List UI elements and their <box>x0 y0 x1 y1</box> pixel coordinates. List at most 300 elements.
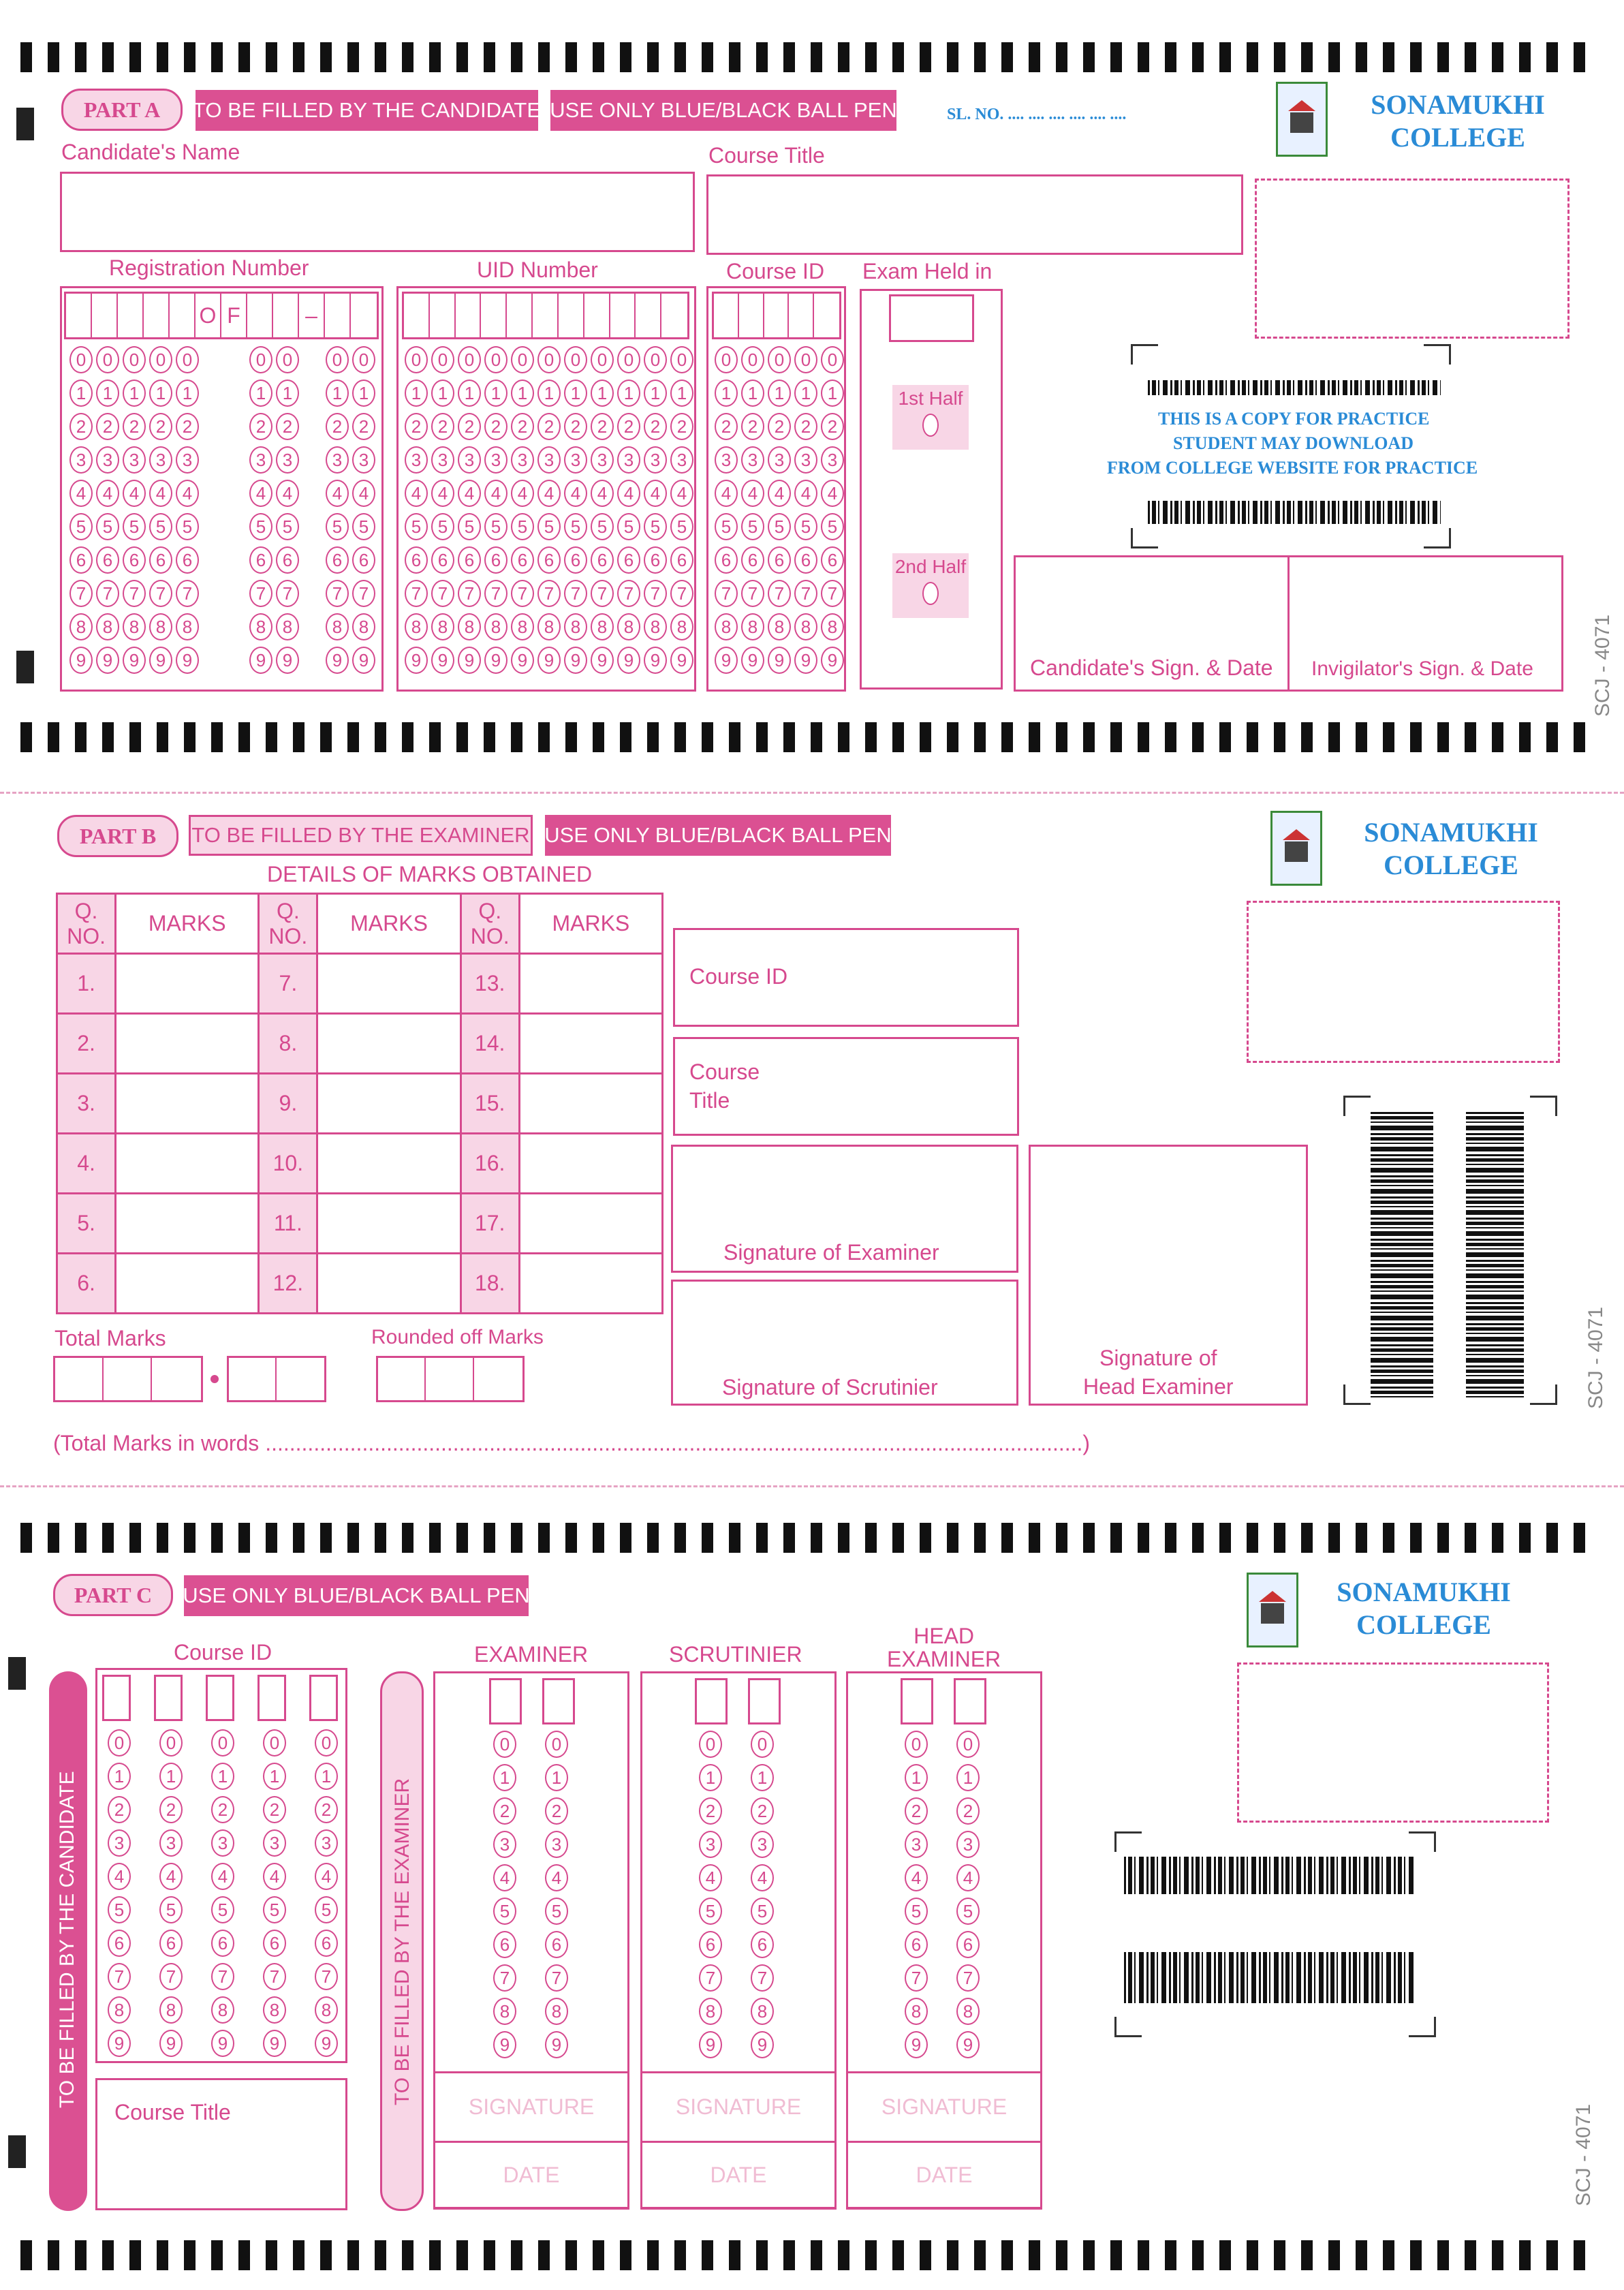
answer-bubble[interactable]: 1 <box>545 1764 568 1791</box>
answer-bubble[interactable]: 7 <box>794 580 817 607</box>
answer-bubble[interactable]: 2 <box>564 413 587 440</box>
answer-bubble[interactable]: 8 <box>176 613 199 640</box>
answer-bubble[interactable]: 9 <box>617 647 640 674</box>
answer-bubble[interactable]: 1 <box>149 380 172 407</box>
answer-bubble[interactable]: 0 <box>821 346 844 373</box>
answer-bubble[interactable]: 9 <box>326 647 349 674</box>
answer-bubble[interactable]: 5 <box>458 513 481 540</box>
course-id-bubbles[interactable] <box>715 346 844 674</box>
answer-bubble[interactable]: 0 <box>715 346 738 373</box>
answer-bubble[interactable]: 8 <box>159 1996 183 2024</box>
answer-bubble[interactable]: 4 <box>405 480 428 507</box>
answer-bubble[interactable]: 8 <box>794 613 817 640</box>
scrutinier-date[interactable]: DATE <box>640 2141 837 2209</box>
answer-bubble[interactable]: 5 <box>176 513 199 540</box>
answer-bubble[interactable]: 0 <box>326 346 349 373</box>
answer-bubble[interactable]: 5 <box>484 513 507 540</box>
answer-bubble[interactable]: 4 <box>768 480 791 507</box>
answer-bubble[interactable]: 8 <box>108 1996 131 2024</box>
answer-bubble[interactable]: 4 <box>956 1864 980 1891</box>
answer-bubble[interactable]: 0 <box>352 346 375 373</box>
answer-bubble[interactable]: 2 <box>431 413 454 440</box>
answer-bubble[interactable]: 5 <box>768 513 791 540</box>
answer-bubble[interactable]: 8 <box>956 1998 980 2025</box>
marks-cell[interactable] <box>116 1254 259 1314</box>
answer-bubble[interactable]: 3 <box>768 446 791 474</box>
answer-bubble[interactable]: 2 <box>315 1796 338 1823</box>
answer-bubble[interactable]: 4 <box>741 480 764 507</box>
head-examiner-date[interactable]: DATE <box>846 2141 1042 2209</box>
course-id-entry-cells[interactable] <box>102 1675 344 1721</box>
head-examiner-bubbles[interactable] <box>905 1731 980 2058</box>
answer-bubble[interactable]: 7 <box>741 580 764 607</box>
marks-cell[interactable] <box>116 1134 259 1194</box>
registration-entry-cells[interactable]: O F – <box>64 292 379 339</box>
exam-held-entry[interactable] <box>889 294 974 342</box>
scrutinier-entry-cells[interactable] <box>695 1678 783 1724</box>
answer-bubble[interactable]: 6 <box>249 546 272 574</box>
marks-cell[interactable] <box>317 954 460 1014</box>
answer-bubble[interactable]: 5 <box>249 513 272 540</box>
answer-bubble[interactable]: 0 <box>405 346 428 373</box>
answer-bubble[interactable]: 9 <box>352 647 375 674</box>
answer-bubble[interactable]: 4 <box>326 480 349 507</box>
answer-bubble[interactable]: 8 <box>741 613 764 640</box>
answer-bubble[interactable]: 4 <box>794 480 817 507</box>
answer-bubble[interactable]: 5 <box>545 1898 568 1925</box>
answer-bubble[interactable]: 9 <box>69 647 93 674</box>
answer-bubble[interactable]: 2 <box>249 413 272 440</box>
answer-bubble[interactable]: 3 <box>123 446 146 474</box>
answer-bubble[interactable]: 8 <box>96 613 119 640</box>
answer-bubble[interactable]: 2 <box>699 1797 722 1825</box>
photo-area[interactable] <box>1255 179 1570 339</box>
uid-entry-cells[interactable] <box>402 292 689 339</box>
answer-bubble[interactable]: 2 <box>617 413 640 440</box>
answer-bubble[interactable]: 0 <box>591 346 614 373</box>
answer-bubble[interactable]: 6 <box>276 546 299 574</box>
answer-bubble[interactable]: 0 <box>617 346 640 373</box>
answer-bubble[interactable]: 8 <box>644 613 667 640</box>
examiner-date[interactable]: DATE <box>433 2141 629 2209</box>
answer-bubble[interactable]: 3 <box>352 446 375 474</box>
answer-bubble[interactable]: 7 <box>564 580 587 607</box>
answer-bubble[interactable]: 7 <box>405 580 428 607</box>
answer-bubble[interactable]: 8 <box>617 613 640 640</box>
answer-bubble[interactable]: 4 <box>315 1863 338 1890</box>
answer-bubble[interactable]: 5 <box>405 513 428 540</box>
answer-bubble[interactable]: 6 <box>794 546 817 574</box>
registration-bubbles-c[interactable] <box>326 346 375 674</box>
answer-bubble[interactable]: 1 <box>564 380 587 407</box>
marks-cell[interactable] <box>116 954 259 1014</box>
answer-bubble[interactable]: 4 <box>493 1864 516 1891</box>
answer-bubble[interactable]: 6 <box>315 1930 338 1957</box>
answer-bubble[interactable]: 9 <box>537 647 561 674</box>
answer-bubble[interactable]: 6 <box>159 1930 183 1957</box>
answer-bubble[interactable]: 7 <box>149 580 172 607</box>
answer-bubble[interactable]: 7 <box>211 1963 234 1990</box>
answer-bubble[interactable]: 6 <box>352 546 375 574</box>
answer-bubble[interactable]: 1 <box>431 380 454 407</box>
answer-bubble[interactable]: 1 <box>741 380 764 407</box>
answer-bubble[interactable]: 9 <box>263 2030 286 2057</box>
answer-bubble[interactable]: 6 <box>564 546 587 574</box>
answer-bubble[interactable]: 3 <box>96 446 119 474</box>
answer-bubble[interactable]: 0 <box>511 346 534 373</box>
answer-bubble[interactable]: 7 <box>821 580 844 607</box>
answer-bubble[interactable]: 9 <box>108 2030 131 2057</box>
answer-bubble[interactable]: 7 <box>644 580 667 607</box>
answer-bubble[interactable]: 4 <box>96 480 119 507</box>
answer-bubble[interactable]: 1 <box>768 380 791 407</box>
answer-bubble[interactable]: 7 <box>249 580 272 607</box>
answer-bubble[interactable]: 6 <box>96 546 119 574</box>
answer-bubble[interactable]: 5 <box>617 513 640 540</box>
answer-bubble[interactable]: 0 <box>263 1729 286 1757</box>
answer-bubble[interactable]: 7 <box>69 580 93 607</box>
answer-bubble[interactable]: 4 <box>617 480 640 507</box>
photo-area[interactable] <box>1237 1662 1549 1823</box>
answer-bubble[interactable]: 3 <box>545 1831 568 1858</box>
answer-bubble[interactable]: 2 <box>545 1797 568 1825</box>
answer-bubble[interactable]: 8 <box>149 613 172 640</box>
first-half-option[interactable]: 1st Half <box>892 385 969 450</box>
answer-bubble[interactable]: 7 <box>458 580 481 607</box>
answer-bubble[interactable]: 6 <box>493 1931 516 1958</box>
answer-bubble[interactable]: 8 <box>315 1996 338 2024</box>
answer-bubble[interactable]: 3 <box>956 1831 980 1858</box>
head-examiner-entry-cells[interactable] <box>901 1678 989 1724</box>
total-marks-in-words[interactable]: (Total Marks in words .......................................................................................................................................) <box>53 1431 1091 1455</box>
answer-bubble[interactable]: 6 <box>751 1931 774 1958</box>
answer-bubble[interactable]: 4 <box>537 480 561 507</box>
answer-bubble[interactable]: 9 <box>511 647 534 674</box>
answer-bubble[interactable]: 8 <box>699 1998 722 2025</box>
answer-bubble[interactable]: 7 <box>511 580 534 607</box>
answer-bubble[interactable]: 6 <box>326 546 349 574</box>
answer-bubble[interactable]: 6 <box>263 1930 286 1957</box>
answer-bubble[interactable]: 2 <box>211 1796 234 1823</box>
answer-bubble[interactable]: 4 <box>905 1864 928 1891</box>
answer-bubble[interactable]: 9 <box>715 647 738 674</box>
answer-bubble[interactable]: 6 <box>537 546 561 574</box>
answer-bubble[interactable]: 6 <box>699 1931 722 1958</box>
answer-bubble[interactable]: 9 <box>821 647 844 674</box>
answer-bubble[interactable]: 1 <box>176 380 199 407</box>
answer-bubble[interactable]: 0 <box>96 346 119 373</box>
answer-bubble[interactable]: 7 <box>108 1963 131 1990</box>
answer-bubble[interactable]: 5 <box>211 1896 234 1923</box>
answer-bubble[interactable]: 7 <box>484 580 507 607</box>
answer-bubble[interactable]: 1 <box>352 380 375 407</box>
answer-bubble[interactable]: 6 <box>69 546 93 574</box>
answer-bubble[interactable]: 7 <box>159 1963 183 1990</box>
answer-bubble[interactable]: 3 <box>511 446 534 474</box>
answer-bubble[interactable]: 4 <box>751 1864 774 1891</box>
answer-bubble[interactable]: 3 <box>458 446 481 474</box>
answer-bubble[interactable]: 0 <box>176 346 199 373</box>
answer-bubble[interactable]: 2 <box>96 413 119 440</box>
answer-bubble[interactable]: 1 <box>644 380 667 407</box>
answer-bubble[interactable]: 1 <box>699 1764 722 1791</box>
answer-bubble[interactable]: 6 <box>741 546 764 574</box>
answer-bubble[interactable]: 5 <box>741 513 764 540</box>
answer-bubble[interactable]: 3 <box>670 446 693 474</box>
answer-bubble[interactable]: 5 <box>108 1896 131 1923</box>
answer-bubble[interactable]: 7 <box>493 1964 516 1992</box>
answer-bubble[interactable]: 4 <box>69 480 93 507</box>
answer-bubble[interactable]: 1 <box>108 1763 131 1790</box>
answer-bubble[interactable]: 7 <box>699 1964 722 1992</box>
answer-bubble[interactable]: 2 <box>821 413 844 440</box>
marks-cell[interactable] <box>519 1074 662 1134</box>
answer-bubble[interactable]: 0 <box>699 1731 722 1758</box>
answer-bubble[interactable]: 5 <box>699 1898 722 1925</box>
answer-bubble[interactable]: 1 <box>484 380 507 407</box>
answer-bubble[interactable]: 6 <box>644 546 667 574</box>
answer-bubble[interactable]: 5 <box>159 1896 183 1923</box>
marks-cell[interactable] <box>519 1134 662 1194</box>
answer-bubble[interactable]: 8 <box>768 613 791 640</box>
answer-bubble[interactable]: 1 <box>211 1763 234 1790</box>
answer-bubble[interactable]: 9 <box>458 647 481 674</box>
answer-bubble[interactable]: 2 <box>493 1797 516 1825</box>
answer-bubble[interactable]: 6 <box>108 1930 131 1957</box>
answer-bubble[interactable]: 4 <box>484 480 507 507</box>
answer-bubble[interactable]: 2 <box>176 413 199 440</box>
answer-bubble[interactable]: 1 <box>591 380 614 407</box>
answer-bubble[interactable]: 2 <box>276 413 299 440</box>
answer-bubble[interactable]: 1 <box>326 380 349 407</box>
answer-bubble[interactable]: 8 <box>352 613 375 640</box>
answer-bubble[interactable]: 9 <box>276 647 299 674</box>
answer-bubble[interactable]: 5 <box>326 513 349 540</box>
answer-bubble[interactable]: 7 <box>123 580 146 607</box>
course-id-bubbles[interactable] <box>108 1729 338 2057</box>
answer-bubble[interactable]: 9 <box>751 2031 774 2058</box>
answer-bubble[interactable]: 2 <box>69 413 93 440</box>
total-marks-cells[interactable] <box>53 1356 203 1402</box>
answer-bubble[interactable]: 8 <box>211 1996 234 2024</box>
answer-bubble[interactable]: 2 <box>741 413 764 440</box>
examiner-entry-cells[interactable] <box>489 1678 578 1724</box>
answer-bubble[interactable]: 1 <box>715 380 738 407</box>
answer-bubble[interactable]: 9 <box>768 647 791 674</box>
marks-cell[interactable] <box>317 1074 460 1134</box>
answer-bubble[interactable]: 4 <box>545 1864 568 1891</box>
answer-bubble[interactable]: 6 <box>176 546 199 574</box>
answer-bubble[interactable]: 9 <box>564 647 587 674</box>
answer-bubble[interactable]: 8 <box>670 613 693 640</box>
answer-bubble[interactable]: 9 <box>123 647 146 674</box>
answer-bubble[interactable]: 1 <box>263 1763 286 1790</box>
answer-bubble[interactable]: 2 <box>537 413 561 440</box>
answer-bubble[interactable]: 3 <box>564 446 587 474</box>
answer-bubble[interactable]: 2 <box>352 413 375 440</box>
answer-bubble[interactable]: 2 <box>644 413 667 440</box>
answer-bubble[interactable]: 1 <box>821 380 844 407</box>
answer-bubble[interactable]: 8 <box>326 613 349 640</box>
answer-bubble[interactable]: 1 <box>511 380 534 407</box>
registration-bubbles-a[interactable] <box>69 346 199 674</box>
answer-bubble[interactable]: 9 <box>159 2030 183 2057</box>
answer-bubble[interactable]: 1 <box>249 380 272 407</box>
answer-bubble[interactable]: 6 <box>149 546 172 574</box>
answer-bubble[interactable]: 8 <box>591 613 614 640</box>
answer-bubble[interactable]: 2 <box>108 1796 131 1823</box>
answer-bubble[interactable]: 1 <box>315 1763 338 1790</box>
marks-cell[interactable] <box>519 1254 662 1314</box>
answer-bubble[interactable]: 8 <box>905 1998 928 2025</box>
answer-bubble[interactable]: 3 <box>315 1829 338 1857</box>
answer-bubble[interactable]: 3 <box>211 1829 234 1857</box>
answer-bubble[interactable]: 2 <box>484 413 507 440</box>
answer-bubble[interactable]: 3 <box>159 1829 183 1857</box>
answer-bubble[interactable]: 0 <box>794 346 817 373</box>
answer-bubble[interactable]: 8 <box>715 613 738 640</box>
answer-bubble[interactable]: 2 <box>768 413 791 440</box>
answer-bubble[interactable]: 4 <box>715 480 738 507</box>
answer-bubble[interactable]: 8 <box>69 613 93 640</box>
answer-bubble[interactable]: 6 <box>211 1930 234 1957</box>
answer-bubble[interactable]: 7 <box>326 580 349 607</box>
answer-bubble[interactable]: 6 <box>405 546 428 574</box>
answer-bubble[interactable]: 4 <box>670 480 693 507</box>
answer-bubble[interactable]: 9 <box>176 647 199 674</box>
answer-bubble[interactable]: 3 <box>176 446 199 474</box>
answer-bubble[interactable]: 3 <box>741 446 764 474</box>
answer-bubble[interactable]: 2 <box>159 1796 183 1823</box>
answer-bubble[interactable]: 3 <box>644 446 667 474</box>
answer-bubble[interactable]: 5 <box>821 513 844 540</box>
answer-bubble[interactable]: 0 <box>149 346 172 373</box>
examiner-bubbles[interactable] <box>493 1731 568 2058</box>
answer-bubble[interactable]: 4 <box>352 480 375 507</box>
answer-bubble[interactable]: 5 <box>315 1896 338 1923</box>
answer-bubble[interactable]: 6 <box>956 1931 980 1958</box>
answer-bubble[interactable]: 6 <box>617 546 640 574</box>
answer-bubble[interactable]: 3 <box>821 446 844 474</box>
answer-bubble[interactable]: 5 <box>564 513 587 540</box>
answer-bubble[interactable]: 9 <box>956 2031 980 2058</box>
marks-cell[interactable] <box>519 1014 662 1074</box>
answer-bubble[interactable]: 7 <box>431 580 454 607</box>
answer-bubble[interactable]: 8 <box>431 613 454 640</box>
head-examiner-signature[interactable]: SIGNATURE <box>846 2071 1042 2143</box>
answer-bubble[interactable]: 8 <box>564 613 587 640</box>
answer-bubble[interactable]: 9 <box>794 647 817 674</box>
answer-bubble[interactable]: 7 <box>545 1964 568 1992</box>
answer-bubble[interactable]: 5 <box>276 513 299 540</box>
answer-bubble[interactable]: 1 <box>458 380 481 407</box>
marks-cell[interactable] <box>317 1194 460 1254</box>
answer-bubble[interactable]: 2 <box>751 1797 774 1825</box>
answer-bubble[interactable]: 7 <box>905 1964 928 1992</box>
marks-cell[interactable] <box>317 1254 460 1314</box>
answer-bubble[interactable]: 3 <box>108 1829 131 1857</box>
answer-bubble[interactable]: 0 <box>276 346 299 373</box>
answer-bubble[interactable]: 6 <box>511 546 534 574</box>
answer-bubble[interactable]: 5 <box>956 1898 980 1925</box>
answer-bubble[interactable]: 7 <box>715 580 738 607</box>
answer-bubble[interactable]: 3 <box>484 446 507 474</box>
answer-bubble[interactable]: 3 <box>405 446 428 474</box>
answer-bubble[interactable]: 1 <box>96 380 119 407</box>
answer-bubble[interactable]: 3 <box>699 1831 722 1858</box>
answer-bubble[interactable]: 0 <box>905 1731 928 1758</box>
answer-bubble[interactable]: 2 <box>956 1797 980 1825</box>
rounded-marks-cells[interactable] <box>376 1356 525 1402</box>
answer-bubble[interactable]: 5 <box>352 513 375 540</box>
answer-bubble[interactable]: 3 <box>905 1831 928 1858</box>
answer-bubble[interactable]: 7 <box>276 580 299 607</box>
answer-bubble[interactable]: 1 <box>493 1764 516 1791</box>
answer-bubble[interactable]: 1 <box>905 1764 928 1791</box>
uid-bubbles[interactable] <box>405 346 693 674</box>
answer-bubble[interactable]: 0 <box>545 1731 568 1758</box>
answer-bubble[interactable]: 7 <box>670 580 693 607</box>
answer-bubble[interactable]: 4 <box>644 480 667 507</box>
answer-bubble[interactable]: 5 <box>431 513 454 540</box>
answer-bubble[interactable]: 2 <box>149 413 172 440</box>
marks-cell[interactable] <box>317 1014 460 1074</box>
marks-cell[interactable] <box>317 1134 460 1194</box>
answer-bubble[interactable]: 3 <box>715 446 738 474</box>
answer-bubble[interactable]: 5 <box>715 513 738 540</box>
marks-cell[interactable] <box>116 1014 259 1074</box>
answer-bubble[interactable]: 7 <box>956 1964 980 1992</box>
answer-bubble[interactable]: 0 <box>644 346 667 373</box>
marks-cell[interactable] <box>519 1194 662 1254</box>
answer-bubble[interactable]: 1 <box>751 1764 774 1791</box>
answer-bubble[interactable]: 6 <box>545 1931 568 1958</box>
answer-bubble[interactable]: 0 <box>211 1729 234 1757</box>
answer-bubble[interactable]: 1 <box>276 380 299 407</box>
answer-bubble[interactable]: 9 <box>149 647 172 674</box>
answer-bubble[interactable]: 2 <box>458 413 481 440</box>
answer-bubble[interactable]: 8 <box>751 1998 774 2025</box>
answer-bubble[interactable]: 9 <box>96 647 119 674</box>
answer-bubble[interactable]: 5 <box>905 1898 928 1925</box>
answer-bubble[interactable]: 8 <box>249 613 272 640</box>
answer-bubble[interactable]: 0 <box>493 1731 516 1758</box>
answer-bubble[interactable]: 4 <box>276 480 299 507</box>
scrutinier-bubbles[interactable] <box>699 1731 774 2058</box>
answer-bubble[interactable]: 2 <box>123 413 146 440</box>
answer-bubble[interactable]: 0 <box>431 346 454 373</box>
answer-bubble[interactable]: 5 <box>263 1896 286 1923</box>
course-title-field[interactable] <box>95 2078 347 2210</box>
answer-bubble[interactable]: 1 <box>123 380 146 407</box>
answer-bubble[interactable]: 2 <box>263 1796 286 1823</box>
answer-bubble[interactable]: 4 <box>458 480 481 507</box>
answer-bubble[interactable]: 4 <box>431 480 454 507</box>
answer-bubble[interactable]: 0 <box>956 1731 980 1758</box>
answer-bubble[interactable]: 7 <box>617 580 640 607</box>
answer-bubble[interactable]: 3 <box>751 1831 774 1858</box>
answer-bubble[interactable]: 0 <box>249 346 272 373</box>
answer-bubble[interactable]: 5 <box>493 1898 516 1925</box>
answer-bubble[interactable]: 3 <box>149 446 172 474</box>
answer-bubble[interactable]: 8 <box>545 1998 568 2025</box>
answer-bubble[interactable]: 2 <box>715 413 738 440</box>
answer-bubble[interactable]: 7 <box>768 580 791 607</box>
registration-bubbles-b[interactable] <box>249 346 299 674</box>
candidate-name-field[interactable] <box>60 172 695 252</box>
answer-bubble[interactable]: 9 <box>493 2031 516 2058</box>
answer-bubble[interactable]: 0 <box>458 346 481 373</box>
